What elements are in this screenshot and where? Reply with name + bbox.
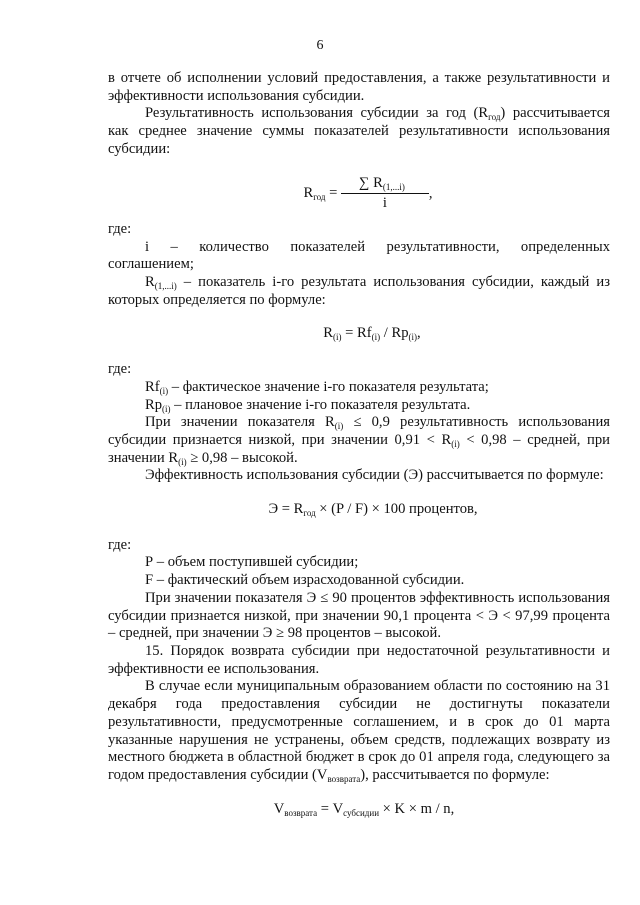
page-number: 6 (316, 38, 324, 53)
definition-i: i – количество показателей результативности, определенных соглашением; (108, 238, 610, 273)
paragraph-refund: В случае если муниципальным образованием области по состоянию на 31 декабря года предоставления субсидии не достигнуты показатели результативности, предусмотренные соглашением, и в срок до 01 марта указанные нарушения не устранены, объем средств, подлежащих возврату из местного бюджета в областной бюджет в срок до 01 апреля года, следующего за годом предоставления субсидии $(V_{возврата})$, рассчитывается по формуле: (108, 678, 610, 784)
where-label-2: где: (108, 361, 132, 378)
formula-annual-result (108, 175, 610, 213)
definition-r: $R_{(1,...i)}$ – показатель i-го результата использования субсидии, каждый из которых определяется по формуле: (108, 274, 610, 308)
definition-rf: $Rf_{(i)}$ – фактическое значение i-го показателя результата; (145, 378, 489, 396)
where-label-1: где: (108, 220, 132, 237)
paragraph-efficiency-levels: При значении показателя Э ≤ 90 процентов эффективность использования субсидии признается низкой, при значении 90,1 процента < Э < 97,99 процента – средней, при значении Э ≥ 98 процентов – высокой. (108, 589, 610, 642)
document-body (108, 70, 610, 818)
paragraph-report: в отчете об исполнении условий предоставления, а также результативности и эффективности использования субсидии. (108, 70, 610, 104)
paragraph-efficiency-intro: Эффективность использования субсидии (Э) рассчитывается по формуле: (145, 467, 604, 484)
paragraph-annual-result: Результативность использования субсидии за год $(R_{год})$ рассчитывается как среднее значение суммы показателей результативности использования субсидии: (108, 105, 610, 157)
fraction-denominator: i (382, 195, 387, 212)
paragraph-item-15: 15. Порядок возврата субсидии при недостаточной результативности и эффективности ее использования. (108, 642, 610, 677)
where-label-3: где: (108, 536, 132, 553)
definition-f: F – фактический объем израсходованной субсидии. (145, 572, 465, 589)
formula-efficiency: $Э = R_{год} \times (P / F) \times 100$ процентов, (268, 501, 478, 519)
formula-fraction (341, 175, 429, 213)
formula-tail: , (428, 185, 433, 202)
paragraph-result-levels: При значении показателя $R_{(i)} \le 0,9$ результативность использования субсидии признается низкой, при значении $0,91 < R_{(i)} < 0,98$ – средней, при значении $R_{(i)} \ge 0,98$ – высокой. (108, 414, 610, 467)
formula-lhs: $R_{год}$ = (303, 185, 342, 203)
fraction-numerator: ∑ $R_{(1,...i)}$ (341, 175, 429, 195)
definition-rp: $Rp_{(i)}$ – плановое значение i-го показателя результата. (145, 396, 471, 414)
formula-r-i: $R_{(i)} = Rf_{(i)} / Rp_{(i)}$, (323, 325, 421, 343)
definition-p: Р – объем поступившей субсидии; (145, 554, 359, 571)
formula-refund: $V_{возврата} = V_{субсидии} \times K \times m / n$, (273, 800, 455, 818)
